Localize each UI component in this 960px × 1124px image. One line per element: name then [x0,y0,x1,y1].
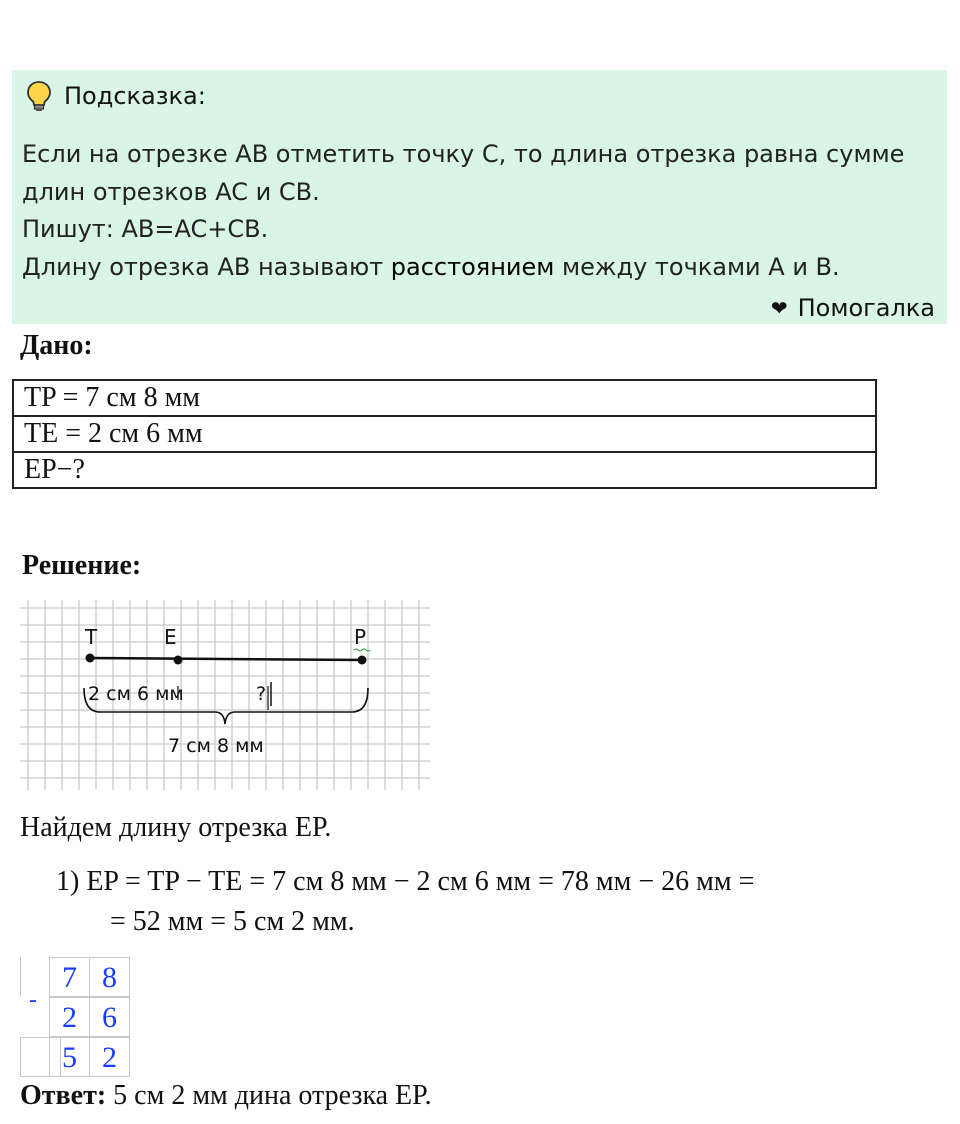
point-p-dot [358,656,367,665]
hint-line-1: Если на отрезке AB отметить точку C, то длина отрезка равна сумме [22,140,905,168]
subtrahend-digit-2: 6 [89,997,130,1037]
given-table [12,379,877,489]
hint-line-4 [22,249,937,287]
hint-line-3: Пишут: AB=AC+CB. [22,215,269,243]
heart-icon: ❤ [770,296,788,320]
segment-te-length: 2 см 6 мм [88,683,184,705]
hint-line-2: длин отрезков AC и CB. [22,177,320,206]
given-cell-tp: TP = 7 см 8 мм [13,380,876,416]
given-cell-ep: EP−? [13,452,876,488]
minus-sign: - [29,987,37,1013]
result-digit-2: 2 [89,1037,130,1077]
left-border [20,957,21,997]
hint-title: Подсказка: [64,82,206,110]
given-row [13,380,876,416]
hint-highlight-term: расстоянием [390,252,555,281]
lightbulb-icon [26,80,52,112]
answer-line [20,1080,432,1112]
hint-footer [771,294,935,322]
point-p-label: P [354,625,367,649]
point-t-label: T [85,625,98,649]
segment-ep-length: ? [256,683,267,705]
result-digit-1: 5 [49,1037,90,1077]
hint-text [22,136,937,286]
point-e-label: E [164,625,177,649]
solution-step-1-cont: = 52 мм = 5 см 2 мм. [110,906,355,937]
hint-box [12,70,947,324]
minuend-digit-1: 7 [49,957,90,997]
minuend-digit-2: 8 [89,957,130,997]
grid-lines [20,600,430,790]
point-e-dot [174,656,183,665]
segment-tp-length: 7 см 8 мм [168,735,264,757]
subtrahend-digit-1: 2 [49,997,90,1037]
given-row [13,452,876,488]
hint-line-4-start: Длину отрезка AB называют [22,252,391,281]
answer-text: 5 см 2 мм дина отрезка EP. [106,1080,432,1111]
hint-line-4-end: между точками A и B. [554,252,840,281]
given-cell-te: TE = 2 см 6 мм [13,416,876,452]
find-statement: Найдем длину отрезка EP. [20,812,332,843]
solution-step-1: 1) EP = TP − TE = 7 см 8 мм − 2 см 6 мм = 78 мм − 26 мм = [56,866,755,897]
answer-label: Ответ: [20,1080,107,1111]
hint-title-row [26,80,206,112]
hint-footer-brand: Помогалка [797,294,935,322]
point-t-dot [86,654,95,663]
given-row [13,416,876,452]
segment-figure [20,600,430,790]
given-label: Дано: [20,330,93,361]
solution-label: Решение: [22,550,142,581]
segment-tp [90,658,362,660]
